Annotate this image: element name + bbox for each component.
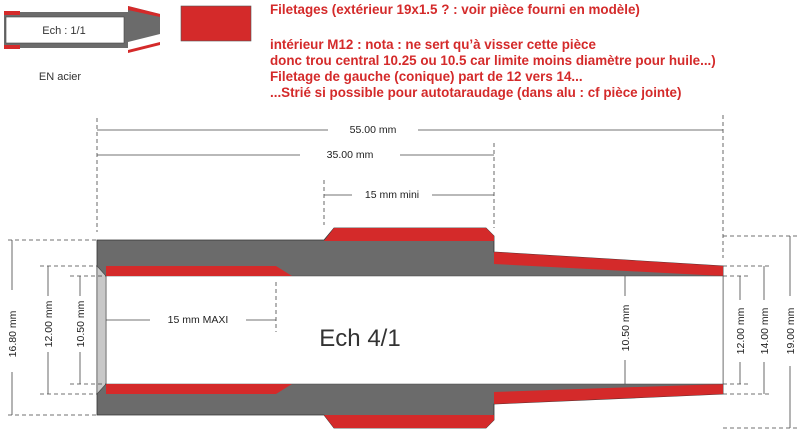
note-self-tapping: ...Strié si possible pour autotaraudage (dans alu : cf pièce jointe) [270,85,682,100]
note-left-thread: Filetage de gauche (conique) part de 12 vers 14... [270,69,583,84]
note-external-thread: Filetages (extérieur 19x1.5 ? : voir pièce fourni en modèle) [270,2,640,17]
note-central-hole: donc trou central 10.25 ou 10.5 car limite moins diamètre pour huile...) [270,53,716,68]
thread-legend-swatch [181,6,251,41]
dim-collar-length: 15 mm mini [364,189,420,201]
dim-mid-bore: 10.50 mm [620,304,632,352]
dim-left-thread: 12.00 mm [43,300,55,348]
large-scale-label: Ech 4/1 [319,325,401,352]
material-label: EN acier [38,71,82,83]
left-dimension-lines [8,240,106,415]
dim-left-outer: 16.80 mm [7,310,19,358]
dim-right-thread-large: 14.00 mm [759,307,771,355]
dim-thread-length: 35.00 mm [326,149,374,161]
small-scale-label: Ech : 1/1 [42,25,86,37]
miniature-part [4,6,160,53]
dim-total-length: 55.00 mm [349,124,397,136]
dim-left-bore: 10.50 mm [75,300,87,348]
dim-right-thread-small: 12.00 mm [735,307,747,355]
note-internal-thread: intérieur M12 : nota : ne sert qu’à visser cette pièce [270,37,596,52]
dim-inner-thread-length: 15 mm MAXI [167,314,229,326]
dim-right-outer: 19.00 mm [785,307,797,355]
